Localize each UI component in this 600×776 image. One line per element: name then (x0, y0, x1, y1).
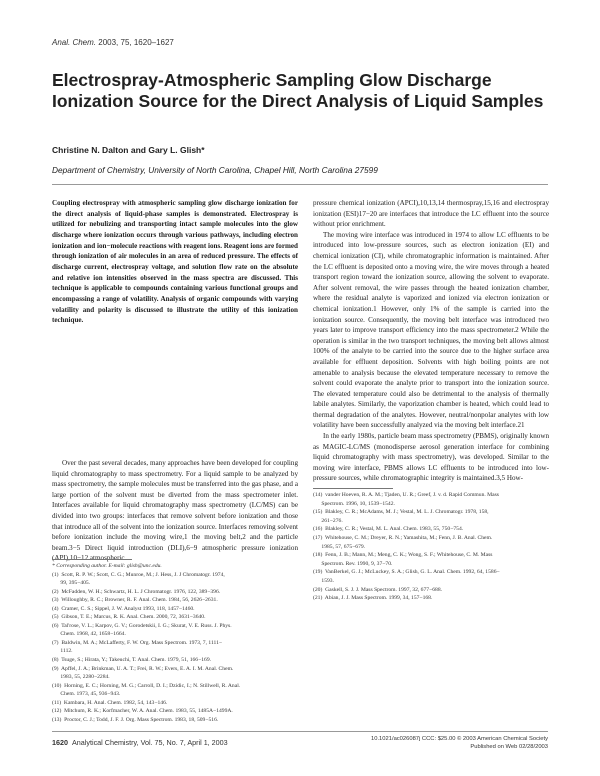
reference-line: (15) Blakley, C. R.; McAdams, M. J.; Vestal, M. L. J. Chromatogr. 1978, 158, (313, 509, 489, 516)
reference-line: (9) Apffel, J. A.; Brinkman, U. A. T.; Frei, R. W.; Evers, E. A. I. M. Anal. Chem. (52, 665, 234, 672)
right-paragraph-2: The moving wire interface was introduced in 1974 to allow LC effluents to be introduced into low-pressure sources, such as electron ionization (EI) and chemical ionization (CI), while chromatographic information is maintained. After the LC effluent is deposited onto a moving wire, the wire moves through a heated transport region toward the ionization source, allowing the solvent to evaporate. After solvent removal, the wire passes through the heated ionization chamber, where the residual analyte is vaporized and ionized via electron ionization or chemical ionization.1 However, only 1% of the sample is carried into the ionization source. Consequently, the moving belt interface was introduced two years later to improve transport efficiency into the mass spectrometer.2 While the operation is similar in the two transport techniques, the moving belt allows almost 100% of the analyte to be carried into the source due to the higher surface area available for effluent deposition. Solvents with high boiling points are not amenable to analysis because the elevated temperature necessary to remove the solvent could evaporate the analyte prior to transport into the ionization source. The elevated temperature could also be detrimental to the analysis of thermally labile analytes. Similarly, the vaporization chamber is heated, which could lead to thermal degradation of the analytes. However, neutral/nonpolar analytes with low volatility have been successfully analyzed via the moving belt interface.21 (313, 230, 549, 430)
reference-line: (1) Scott, R. P. W.; Scott, C. G.; Munroe, M.; J. Hess, J. J Chromatogr. 1974, (52, 571, 225, 578)
paper-authors: Christine N. Dalton and Gary L. Glish* (52, 145, 205, 155)
reference-line: 1112. (52, 648, 73, 655)
footnote-divider-left (52, 559, 132, 560)
reference-line: (6) Tal'rose, V. L.; Karpov, G. V.; Gorodetskii, I. G.; Skurat, V. E. Russ. J. Phys. (52, 622, 232, 629)
reference-line: (18) Fenn, J. B.; Mann, M.; Meng, C. K.; Wong, S. F.; Whitehouse, C. M. Mass (313, 552, 493, 559)
reference-line: Spectrom. Rev. 1990, 9, 37−70. (313, 560, 393, 567)
right-paragraph-1: pressure chemical ionization (APCI),10,13,14 thermospray,15,16 and electrospray ionization (ESI)17−20 are interfaces that introduce the LC effluent into the source without prior enrichment. (313, 199, 549, 229)
header-divider (52, 184, 548, 185)
reference-line: Chem. 1968, 42, 1658−1664. (52, 631, 126, 638)
reference-line: Chem. 1973, 45, 936−943. (52, 691, 121, 698)
reference-line: (3) Willoughby, R. C.; Browner, R. F. Anal. Chem. 1984, 56, 2626−2631. (52, 597, 218, 604)
right-paragraph-3: In the early 1980s, particle beam mass spectrometry (PBMS), originally known as MAGIC-LC/MS (monodisperse aerosol generation interface for combining liquid chromatography with mass spectrometry), was developed. Similar to the moving wire interface, PBMS allows LC effluents to be introduced into low-pressure sources, while chromatographic integrity is maintained.3,5 How- (313, 432, 549, 483)
footnote-divider-right (313, 488, 393, 489)
reference-line: (14) vander Hoeven, R. A. M.; Tjaden, U. R.; Greef, J. v. d. Rapid Commun. Mass (313, 492, 499, 498)
reference-line: (2) McFadden, W. H.; Schwartz, H. L. J Chromatogr. 1976, 122, 389−396. (52, 588, 221, 595)
reference-line: 99, 395−405. (52, 580, 91, 587)
footer-left (52, 738, 228, 747)
reference-line: (17) Whitehouse, C. M.; Dreyer, R. N.; Yamashita, M.; Fenn, J. B. Anal. Chem. (313, 534, 493, 541)
reference-line: (19) VanBerkel, G. J.; McLuckey, S. A.; Glish, G. L. Anal. Chem. 1992, 64, 1586− (313, 569, 500, 576)
reference-line: (10) Horning, E. C.; Horning, M. G.; Carroll, D. I.; Dzidic, I.; N. Stillwell, R. Anal. (52, 682, 241, 689)
reference-line: 1593. (313, 577, 334, 584)
references-left (52, 562, 298, 724)
references-right-list (313, 491, 549, 603)
journal-header (52, 38, 174, 47)
reference-line: (16) Blakley, C. R.; Vestal, M. L. Anal. Chem. 1983, 55, 750−754. (313, 526, 464, 533)
reference-line: Spectrom. 1996, 10, 1539−1542. (313, 500, 395, 507)
reference-line: (12) Mitchum, R. K.; Korfmacher, W. A. Anal. Chem. 1983, 55, 1485A−1499A. (52, 708, 233, 715)
reference-line: 1983, 55, 2280−2284. (52, 674, 110, 681)
reference-line: (21) Abian, J. J. Mass Spectrom. 1999, 34, 157−168. (313, 595, 433, 602)
footer-published-line: Published on Web 02/28/2003 (470, 744, 548, 750)
reference-line: 261−276. (313, 517, 343, 524)
footer-right (371, 735, 548, 751)
footer-doi-line: 10.1021/ac026087j CCC: $25.00 © 2003 American Chemical Society (371, 736, 548, 742)
footer-journal-line: Analytical Chemistry, Vol. 75, No. 7, April 1, 2003 (72, 738, 228, 747)
abstract: Coupling electrospray with atmospheric sampling glow discharge ionization for the direct analysis of liquid-phase samples is demonstrated. Electrospray is utilized for nebulizing and transporting intact sample molecules into the glow discharge where ionization occurs through various pathways, including electron ionization and ion−molecule reactions with reagent ions. Reagent ions are formed through ionization of air molecules in an area of reduced pressure. The effects of discharge current, electrospray voltage, and solution flow rate on the absolute and relative ion intensities observed in the mass spectra are discussed. This technique is applicable to compounds containing various functional groups and encompassing a range of volatility. Analysis of organic compounds with varying volatility and polarity is discussed to illustrate the utility of this ionization technique. (52, 199, 298, 325)
reference-line: (5) Gibson, T. E.; Marcus, R. K. Anal. Chem. 2000, 72, 3631−3640. (52, 614, 206, 621)
journal-citation: 2003, 75, 1620–1627 (96, 38, 174, 47)
right-column-body (313, 198, 549, 484)
footer-divider (52, 731, 548, 732)
reference-line: (20) Gaskell, S. J. J. Mass Spectrom. 1997, 32, 677−688. (313, 586, 443, 593)
reference-line: (7) Baldwin, M. A.; McLafferty, F. W. Org. Mass Spectrom. 1973, 7, 1111− (52, 639, 223, 646)
reference-line: (11) Kambara, H. Anal. Chem. 1982, 54, 143−146. (52, 699, 168, 706)
reference-line: (8) Tsuge, S.; Hirata, Y.; Takeuchi, T. Anal. Chem. 1979, 51, 166−169. (52, 657, 212, 664)
references-left-list (52, 571, 298, 725)
page-number: 1620 (52, 738, 68, 747)
left-column-body: Over the past several decades, many approaches have been developed for coupling liquid chromatography to mass spectrometry. For a liquid sample to be analyzed by mass spectrometry, the sample molecules must be transferred into the gas phase, and a large portion of the solvent must be diverted from the mass spectrometer inlet. Interfaces available for liquid chromatography mass spectrometry (LC/MS) can be divided into two groups: interfaces that remove solvent before ionization and those that introduce all of the solvent into the ionization source. Interfaces removing solvent before ionization include the moving wire,1 the moving belt,2 and the particle beam.3−5 Direct liquid introduction (DLI),6−9 atmospheric pressure ionization (API),10−12 atmospheric (52, 459, 298, 563)
journal-name: Anal. Chem. (52, 38, 97, 47)
author-affiliation: Department of Chemistry, University of North Carolina, Chapel Hill, North Carolina 27599 (52, 165, 378, 175)
references-right (313, 491, 549, 603)
reference-line: (13) Proctor, C. J.; Todd, J. F. J. Org. Mass Spectrom. 1983, 18, 509−516. (52, 716, 219, 723)
correspondence-note: * Corresponding author. E-mail: glish@unc.edu. (52, 563, 162, 569)
reference-line: (4) Cramer, C. S.; Sippel, J. W. Analyst 1993, 118, 1457−1460. (52, 605, 195, 612)
paper-title: Electrospray-Atmospheric Sampling Glow Discharge Ionization Source for the Direct Analysis of Liquid Samples (52, 70, 544, 111)
reference-line: 1985, 57, 675−679. (313, 543, 366, 550)
